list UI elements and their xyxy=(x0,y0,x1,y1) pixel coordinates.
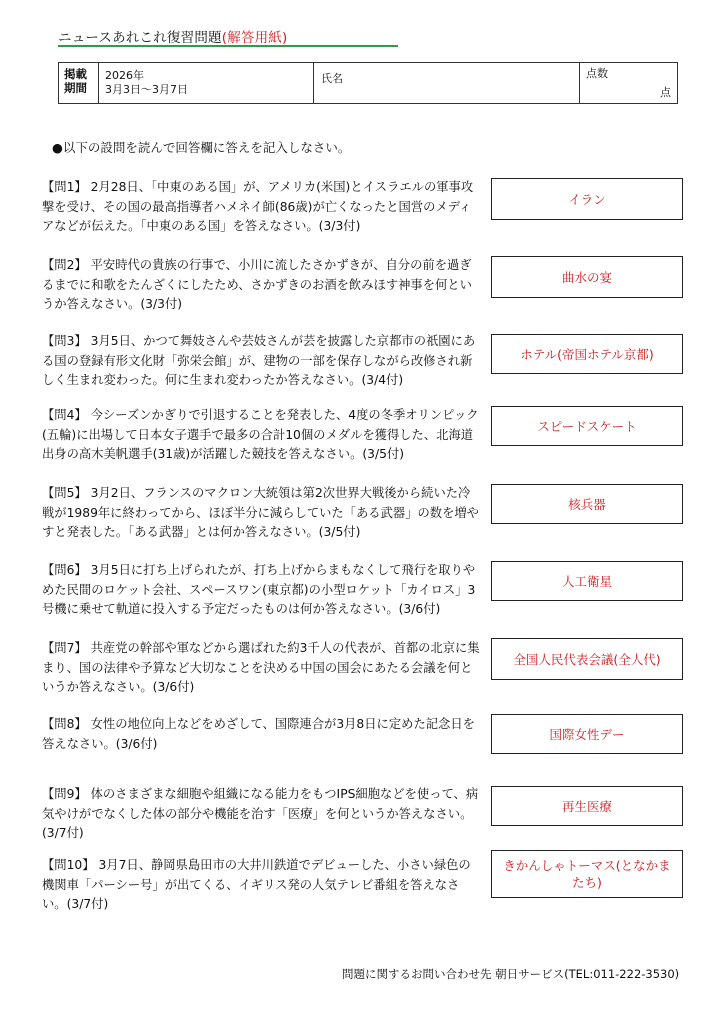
period-value xyxy=(99,63,314,103)
name-label: 氏名 xyxy=(321,72,343,85)
answer-box-4[interactable]: スピードスケート xyxy=(491,406,683,446)
answer-box-6[interactable]: 人工衛星 xyxy=(491,561,683,601)
answer-box-3[interactable]: ホテル(帝国ホテル京都) xyxy=(491,334,683,374)
answer-box-2[interactable]: 曲水の宴 xyxy=(491,256,683,298)
question-2: 【問2】 平安時代の貴族の行事で、小川に流したさかずきが、自分の前を過ぎるまでに和歌をたんざくにしたため、さかずきのお酒を飲みほす神事を何というか答えなさい。(3/3付) xyxy=(42,258,472,311)
question-9: 【問9】 体のさまざまな細胞や組織になる能力をもつIPS細胞などを使って、病気やけがでなくした体の部分や機能を治す「医療」を何というか答えなさい。(3/7付) xyxy=(42,787,479,840)
title-underline xyxy=(58,45,398,47)
contact-footer: 問題に関するお問い合わせ先 朝日サービス(TEL:011-222-3530) xyxy=(342,967,680,981)
answer-box-9[interactable]: 再生医療 xyxy=(491,786,683,826)
period-label xyxy=(59,63,99,103)
period-year: 2026年 xyxy=(105,69,144,82)
answer-box-8[interactable]: 国際女性デー xyxy=(491,714,683,754)
answer-box-1[interactable]: イラン xyxy=(491,178,683,220)
period-label-line1: 掲載 xyxy=(64,67,87,81)
score-label: 点数 xyxy=(586,67,608,80)
answer-box-7[interactable]: 全国人民代表会議(全人代) xyxy=(491,638,683,680)
info-table xyxy=(58,62,678,104)
question-8: 【問8】 女性の地位向上などをめざして、国際連合が3月8日に定めた記念日を答えなさい。(3/6付) xyxy=(42,717,475,751)
question-3: 【問3】 3月5日、かつて舞妓さんや芸妓さんが芸を披露した京都市の祇園にある国の登録有形文化財「弥栄会館」が、建物の一部を保存しながら改修され新しく生まれ変わった。何に生まれ変わったか答えなさい。(3/4付) xyxy=(42,334,476,387)
page-title-paren: (解答用紙) xyxy=(221,30,288,46)
score-field[interactable] xyxy=(580,63,677,103)
name-field[interactable] xyxy=(314,63,580,103)
page-title-main: ニュースあれこれ復習問題 xyxy=(58,30,222,46)
answer-box-10[interactable]: きかんしゃトーマス(となかまたち) xyxy=(491,850,683,898)
question-6: 【問6】 3月5日に打ち上げられたが、打ち上げからまもなくして飛行を取りやめた民間のロケット会社、スペースワン(東京都)の小型ロケット「カイロス」3号機に乗せて軌道に投入する予定だったものは何か答えなさい。(3/6付) xyxy=(42,563,476,616)
page-title xyxy=(58,26,287,46)
period-dates: 3月3日～3月7日 xyxy=(105,82,188,96)
score-unit: 点 xyxy=(660,86,671,99)
answer-box-5[interactable]: 核兵器 xyxy=(491,484,683,524)
question-10: 【問10】 3月7日、静岡県島田市の大井川鉄道でデビューした、小さい緑色の機関車「パーシー号」が出てくる、イギリス発の人気テレビ番組を答えなさい。(3/7付) xyxy=(42,858,471,911)
question-7: 【問7】 共産党の幹部や軍などから選ばれた約3千人の代表が、首都の北京に集まり、国の法律や予算など大切なことを決める中国の国会にあたる会議を何というか答えなさい。(3/6付) xyxy=(42,641,480,694)
question-1: 【問1】 2月28日、「中東のある国」が、アメリカ(米国)とイスラエルの軍事攻撃を受け、その国の最高指導者ハメネイ師(86歳)が亡くなったと国営のメディアなどが伝えた。「中東のある国」を答えなさい。(3/3付) xyxy=(42,180,474,233)
period-label-line2: 期間 xyxy=(64,81,87,95)
instruction-text: ●以下の設問を読んで回答欄に答えを記入しなさい。 xyxy=(52,140,351,155)
question-4: 【問4】 今シーズンかぎりで引退することを発表した、4度の冬季オリンピック(五輪)に出場して日本女子選手で最多の合計10個のメダルを獲得した、北海道出身の高木美帆選手(31歳)が活躍した競技を答えなさい。(3/5付) xyxy=(42,408,479,461)
question-5: 【問5】 3月2日、フランスのマクロン大統領は第2次世界大戦後から続いた冷戦が1989年に終わってから、ほぼ半分に減らしていた「ある武器」の数を増やすと発表した。「ある武器」とは何か答えなさい。(3/5付) xyxy=(42,486,479,539)
